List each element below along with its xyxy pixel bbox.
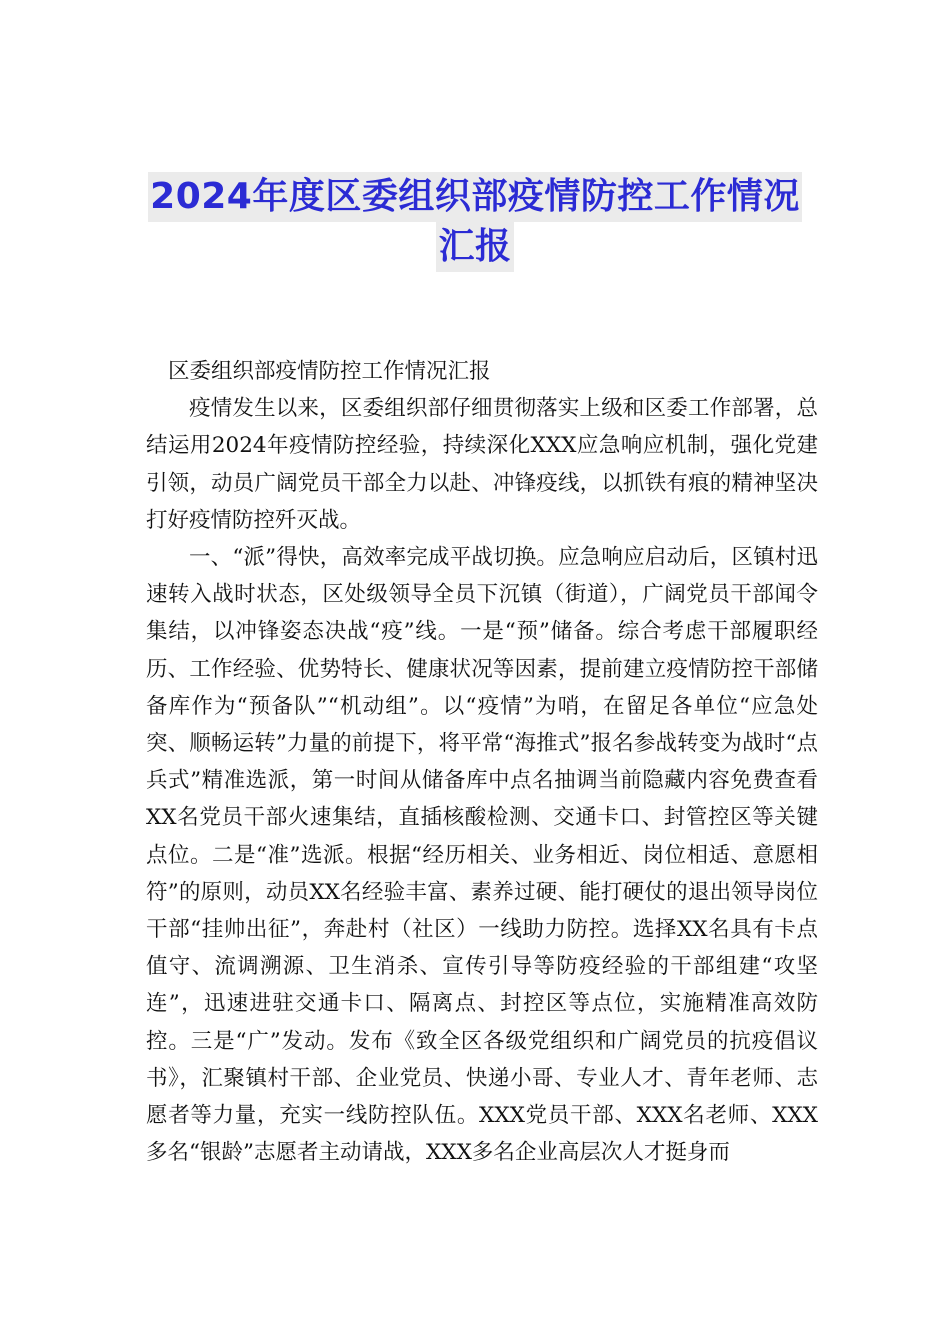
document-subtitle: 区委组织部疫情防控工作情况汇报 (168, 359, 491, 384)
document-title (0, 172, 950, 272)
paragraph-intro: 疫情发生以来，区委组织部仔细贯彻落实上级和区委工作部署，总结运用2024年疫情防控经验，持续深化XXX应急响应机制，强化党建引领，动员广阔党员干部全力以赴、冲锋疫线，以抓铁有痕的精神坚决打好疫情防控歼灭战。 (146, 396, 818, 533)
paragraph-section-one: 一、“派”得快，高效率完成平战切换。应急响应启动后，区镇村迅速转入战时状态，区处级领导全员下沉镇（街道），广阔党员干部闻令集结，以冲锋姿态决战“疫”线。一是“预”储备。综合考虑干部履职经历、工作经验、优势特长、健康状况等因素，提前建立疫情防控干部储备库作为“预备队”“机动组”。以“疫情”为哨，在留足各单位“应急处突、顺畅运转”力量的前提下，将平常“海推式”报名参战转变为战时“点兵式”精准选派，第一时间从储备库中点名抽调当前隐藏内容免费查看XX名党员干部火速集结，直插核酸检测、交通卡口、封管控区等关键点位。二是“准”选派。根据“经历相关、业务相近、岗位相适、意愿相符”的原则，动员XX名经验丰富、素养过硬、能打硬仗的退出领导岗位干部“挂帅出征”，奔赴村（社区）一线助力防控。选择XX名具有卡点值守、流调溯源、卫生消杀、宣传引导等防疫经验的干部组建“攻坚连”，迅速进驻交通卡口、隔离点、封控区等点位，实施精准高效防控。三是“广”发动。发布《致全区各级党组织和广阔党员的抗疫倡议书》，汇聚镇村干部、企业党员、快递小哥、专业人才、青年老师、志愿者等力量，充实一线防控队伍。XXX党员干部、XXX名老师、XXX多名“银龄”志愿者主动请战，XXX多名企业高层次人才挺身而 (146, 545, 818, 1166)
document-body (146, 353, 818, 1171)
title-line-1: 2024年度区委组织部疫情防控工作情况 (148, 172, 802, 222)
title-line-2: 汇报 (436, 222, 513, 272)
